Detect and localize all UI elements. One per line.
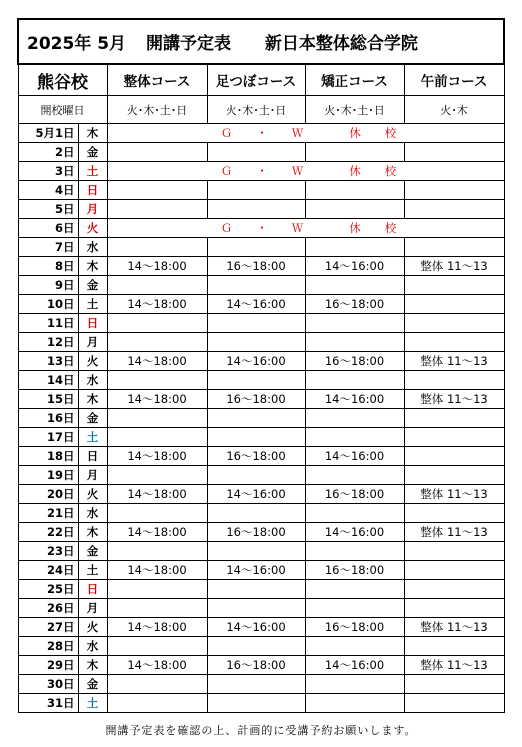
schedule-row (18, 333, 504, 352)
ashitsubo-time-cell: 16～18:00 (207, 447, 305, 466)
gozen-time-cell (404, 561, 504, 580)
schedule-row (18, 162, 504, 181)
weekday-cell: 日 (78, 314, 107, 333)
ashitsubo-time-cell (207, 637, 305, 656)
gw-closure-text: Ｗ (291, 221, 306, 235)
kyosei-time-cell: 16～18:00 (305, 485, 404, 504)
weekday-cell: 水 (78, 637, 107, 656)
seitai-time-cell (107, 637, 207, 656)
gozen-time-cell: 整体 11～13 (404, 390, 504, 409)
course-days-kyosei: 火･木･土･日 (305, 96, 404, 124)
ashitsubo-time-cell (207, 504, 305, 523)
gozen-time-cell (404, 409, 504, 428)
kyosei-time-cell (305, 599, 404, 618)
kyosei-time-cell (305, 314, 404, 333)
schedule-row (18, 599, 504, 618)
seitai-time-cell (107, 542, 207, 561)
schedule-row (18, 352, 504, 371)
gw-closure-cell (107, 219, 504, 238)
date-cell: 24日 (18, 561, 78, 580)
weekday-cell: 木 (78, 523, 107, 542)
gozen-time-cell: 整体 11～13 (404, 523, 504, 542)
schedule-row (18, 618, 504, 637)
gw-closure-text: Ｗ (291, 126, 306, 140)
gw-closure-text: ・ (256, 221, 270, 235)
date-cell: 22日 (18, 523, 78, 542)
ashitsubo-time-cell: 14～16:00 (207, 618, 305, 637)
seitai-time-cell (107, 599, 207, 618)
date-cell: 10日 (18, 295, 78, 314)
ashitsubo-time-cell (207, 143, 305, 162)
kyosei-time-cell: 16～18:00 (305, 295, 404, 314)
schedule-row (18, 200, 504, 219)
weekday-cell: 日 (78, 580, 107, 599)
kyosei-time-cell: 16～18:00 (305, 352, 404, 371)
kyosei-time-cell (305, 181, 404, 200)
gw-closure-text: Ｇ (220, 221, 235, 235)
weekday-cell: 月 (78, 466, 107, 485)
date-cell: 30日 (18, 675, 78, 694)
schedule-row (18, 675, 504, 694)
schedule-row (18, 428, 504, 447)
seitai-time-cell (107, 143, 207, 162)
kyosei-time-cell (305, 637, 404, 656)
weekday-cell: 月 (78, 333, 107, 352)
gw-closure-cell (107, 162, 504, 181)
schedule-row (18, 143, 504, 162)
kyosei-time-cell (305, 428, 404, 447)
ashitsubo-time-cell: 16～18:00 (207, 390, 305, 409)
gw-closure-text: 校 (384, 164, 399, 178)
date-cell: 13日 (18, 352, 78, 371)
gozen-time-cell: 整体 11～13 (404, 485, 504, 504)
kyosei-time-cell (305, 409, 404, 428)
date-cell: 28日 (18, 637, 78, 656)
schedule-row (18, 561, 504, 580)
kyosei-time-cell (305, 542, 404, 561)
gw-closure-text: 休 (349, 221, 363, 235)
weekday-cell: 木 (78, 257, 107, 276)
gozen-time-cell: 整体 11～13 (404, 656, 504, 675)
ashitsubo-time-cell (207, 276, 305, 295)
ashitsubo-time-cell (207, 580, 305, 599)
weekday-cell: 金 (78, 675, 107, 694)
schedule-row (18, 485, 504, 504)
gozen-time-cell (404, 143, 504, 162)
kyosei-time-cell: 14～16:00 (305, 390, 404, 409)
weekday-cell: 土 (78, 295, 107, 314)
seitai-time-cell: 14～18:00 (107, 295, 207, 314)
date-cell: 5日 (18, 200, 78, 219)
gozen-time-cell (404, 466, 504, 485)
schedule-row (18, 257, 504, 276)
weekday-cell: 日 (78, 447, 107, 466)
date-cell: 17日 (18, 428, 78, 447)
ashitsubo-time-cell (207, 238, 305, 257)
seitai-time-cell: 14～18:00 (107, 618, 207, 637)
course-days-gozen: 火･木 (404, 96, 504, 124)
weekday-cell: 水 (78, 371, 107, 390)
course-days-row (18, 96, 504, 124)
kyosei-time-cell: 14～16:00 (305, 523, 404, 542)
weekday-cell: 水 (78, 238, 107, 257)
seitai-time-cell (107, 580, 207, 599)
weekday-cell: 土 (78, 428, 107, 447)
gozen-time-cell (404, 637, 504, 656)
gozen-time-cell (404, 675, 504, 694)
ashitsubo-time-cell: 16～18:00 (207, 656, 305, 675)
ashitsubo-time-cell: 14～16:00 (207, 352, 305, 371)
date-cell: 3日 (18, 162, 78, 181)
weekday-cell: 土 (78, 561, 107, 580)
weekday-cell: 水 (78, 504, 107, 523)
gozen-time-cell (404, 428, 504, 447)
course-header-ashitsubo: 足つぼコース (207, 64, 305, 96)
weekday-cell: 月 (78, 200, 107, 219)
seitai-time-cell: 14～18:00 (107, 485, 207, 504)
seitai-time-cell: 14～18:00 (107, 561, 207, 580)
gw-closure-text: 校 (384, 126, 399, 140)
schedule-row (18, 314, 504, 333)
schedule-row (18, 447, 504, 466)
seitai-time-cell (107, 466, 207, 485)
weekday-cell: 火 (78, 485, 107, 504)
course-header-gozen: 午前コース (404, 64, 504, 96)
date-cell: 9日 (18, 276, 78, 295)
date-cell: 5月1日 (18, 124, 78, 143)
gw-closure-text: 休 (349, 126, 363, 140)
date-cell: 4日 (18, 181, 78, 200)
ashitsubo-time-cell (207, 314, 305, 333)
schedule-row (18, 371, 504, 390)
weekday-cell: 金 (78, 143, 107, 162)
ashitsubo-time-cell (207, 181, 305, 200)
weekday-cell: 月 (78, 599, 107, 618)
gozen-time-cell (404, 694, 504, 713)
schedule-row (18, 390, 504, 409)
kyosei-time-cell (305, 200, 404, 219)
seitai-time-cell (107, 694, 207, 713)
gozen-time-cell (404, 181, 504, 200)
days-label: 開校曜日 (18, 96, 107, 124)
kyosei-time-cell (305, 580, 404, 599)
gozen-time-cell (404, 599, 504, 618)
date-cell: 6日 (18, 219, 78, 238)
kyosei-time-cell (305, 371, 404, 390)
seitai-time-cell (107, 314, 207, 333)
seitai-time-cell: 14～18:00 (107, 656, 207, 675)
ashitsubo-time-cell: 16～18:00 (207, 257, 305, 276)
gw-closure-cell (107, 124, 504, 143)
seitai-time-cell: 14～18:00 (107, 390, 207, 409)
date-cell: 27日 (18, 618, 78, 637)
gozen-time-cell (404, 333, 504, 352)
kyosei-time-cell (305, 143, 404, 162)
seitai-time-cell (107, 181, 207, 200)
ashitsubo-time-cell (207, 428, 305, 447)
course-days-seitai: 火･木･土･日 (107, 96, 207, 124)
ashitsubo-time-cell (207, 333, 305, 352)
gozen-time-cell: 整体 11～13 (404, 618, 504, 637)
date-cell: 12日 (18, 333, 78, 352)
schedule-sheet (17, 18, 503, 713)
weekday-cell: 火 (78, 352, 107, 371)
kyosei-time-cell (305, 238, 404, 257)
seitai-time-cell: 14～18:00 (107, 447, 207, 466)
ashitsubo-time-cell (207, 542, 305, 561)
seitai-time-cell (107, 409, 207, 428)
date-cell: 26日 (18, 599, 78, 618)
kyosei-time-cell (305, 276, 404, 295)
course-header-row (18, 64, 504, 96)
title-year-month: 2025年 5月 (27, 34, 127, 54)
kyosei-time-cell (305, 504, 404, 523)
gozen-time-cell (404, 580, 504, 599)
footer-note: 開講予定表を確認の上、計画的に受講予約お願いします。 (105, 724, 417, 737)
title-row (18, 19, 504, 64)
kyosei-time-cell (305, 694, 404, 713)
date-cell: 11日 (18, 314, 78, 333)
ashitsubo-time-cell (207, 694, 305, 713)
schedule-row (18, 276, 504, 295)
date-cell: 23日 (18, 542, 78, 561)
ashitsubo-time-cell (207, 371, 305, 390)
date-cell: 16日 (18, 409, 78, 428)
gozen-time-cell: 整体 11～13 (404, 257, 504, 276)
schedule-row (18, 124, 504, 143)
campus-name: 熊谷校 (18, 64, 107, 96)
schedule-row (18, 219, 504, 238)
gozen-time-cell (404, 276, 504, 295)
schedule-row (18, 504, 504, 523)
ashitsubo-time-cell: 14～16:00 (207, 485, 305, 504)
ashitsubo-time-cell (207, 409, 305, 428)
gozen-time-cell (404, 504, 504, 523)
weekday-cell: 土 (78, 162, 107, 181)
gw-closure-text: Ｇ (220, 164, 235, 178)
schedule-row (18, 542, 504, 561)
ashitsubo-time-cell (207, 599, 305, 618)
gozen-time-cell (404, 314, 504, 333)
title-sheet-name: 開講予定表 (145, 34, 231, 54)
date-cell: 25日 (18, 580, 78, 599)
kyosei-time-cell: 14～16:00 (305, 447, 404, 466)
seitai-time-cell (107, 428, 207, 447)
gozen-time-cell (404, 542, 504, 561)
gozen-time-cell (404, 200, 504, 219)
weekday-cell: 土 (78, 694, 107, 713)
kyosei-time-cell: 16～18:00 (305, 618, 404, 637)
weekday-cell: 日 (78, 181, 107, 200)
gozen-time-cell (404, 238, 504, 257)
date-cell: 21日 (18, 504, 78, 523)
seitai-time-cell: 14～18:00 (107, 523, 207, 542)
seitai-time-cell: 14～18:00 (107, 352, 207, 371)
kyosei-time-cell: 14～16:00 (305, 257, 404, 276)
date-cell: 2日 (18, 143, 78, 162)
weekday-cell: 木 (78, 656, 107, 675)
seitai-time-cell: 14～18:00 (107, 257, 207, 276)
date-cell: 14日 (18, 371, 78, 390)
schedule-table (17, 18, 505, 713)
kyosei-time-cell (305, 675, 404, 694)
date-cell: 31日 (18, 694, 78, 713)
date-cell: 19日 (18, 466, 78, 485)
date-cell: 15日 (18, 390, 78, 409)
gw-closure-text: ・ (256, 126, 270, 140)
seitai-time-cell (107, 238, 207, 257)
title-school-name: 新日本整体総合学院 (264, 34, 418, 54)
kyosei-time-cell (305, 466, 404, 485)
ashitsubo-time-cell (207, 200, 305, 219)
gw-closure-text: 校 (384, 221, 399, 235)
schedule-row (18, 694, 504, 713)
kyosei-time-cell (305, 333, 404, 352)
seitai-time-cell (107, 333, 207, 352)
ashitsubo-time-cell (207, 466, 305, 485)
title-cell (18, 19, 504, 64)
seitai-time-cell (107, 504, 207, 523)
seitai-time-cell (107, 200, 207, 219)
gozen-time-cell (404, 295, 504, 314)
course-header-seitai: 整体コース (107, 64, 207, 96)
gw-closure-text: Ｇ (220, 126, 235, 140)
schedule-row (18, 523, 504, 542)
weekday-cell: 火 (78, 219, 107, 238)
course-header-kyosei: 矯正コース (305, 64, 404, 96)
kyosei-time-cell: 16～18:00 (305, 561, 404, 580)
ashitsubo-time-cell: 14～16:00 (207, 561, 305, 580)
gw-closure-text: ・ (256, 164, 270, 178)
gw-closure-text: Ｗ (291, 164, 306, 178)
weekday-cell: 金 (78, 409, 107, 428)
ashitsubo-time-cell (207, 675, 305, 694)
date-cell: 20日 (18, 485, 78, 504)
ashitsubo-time-cell: 14～16:00 (207, 295, 305, 314)
seitai-time-cell (107, 276, 207, 295)
schedule-row (18, 409, 504, 428)
schedule-row (18, 580, 504, 599)
weekday-cell: 火 (78, 618, 107, 637)
kyosei-time-cell: 14～16:00 (305, 656, 404, 675)
schedule-row (18, 181, 504, 200)
date-cell: 29日 (18, 656, 78, 675)
date-cell: 7日 (18, 238, 78, 257)
seitai-time-cell (107, 371, 207, 390)
gozen-time-cell (404, 371, 504, 390)
gozen-time-cell: 整体 11～13 (404, 352, 504, 371)
weekday-cell: 金 (78, 542, 107, 561)
schedule-row (18, 637, 504, 656)
weekday-cell: 金 (78, 276, 107, 295)
weekday-cell: 木 (78, 390, 107, 409)
course-days-ashitsubo: 火･木･土･日 (207, 96, 305, 124)
date-cell: 8日 (18, 257, 78, 276)
weekday-cell: 木 (78, 124, 107, 143)
date-cell: 18日 (18, 447, 78, 466)
gozen-time-cell (404, 447, 504, 466)
gw-closure-text: 休 (349, 164, 363, 178)
schedule-row (18, 656, 504, 675)
schedule-row (18, 238, 504, 257)
seitai-time-cell (107, 675, 207, 694)
ashitsubo-time-cell: 16～18:00 (207, 523, 305, 542)
schedule-row (18, 466, 504, 485)
schedule-row (18, 295, 504, 314)
